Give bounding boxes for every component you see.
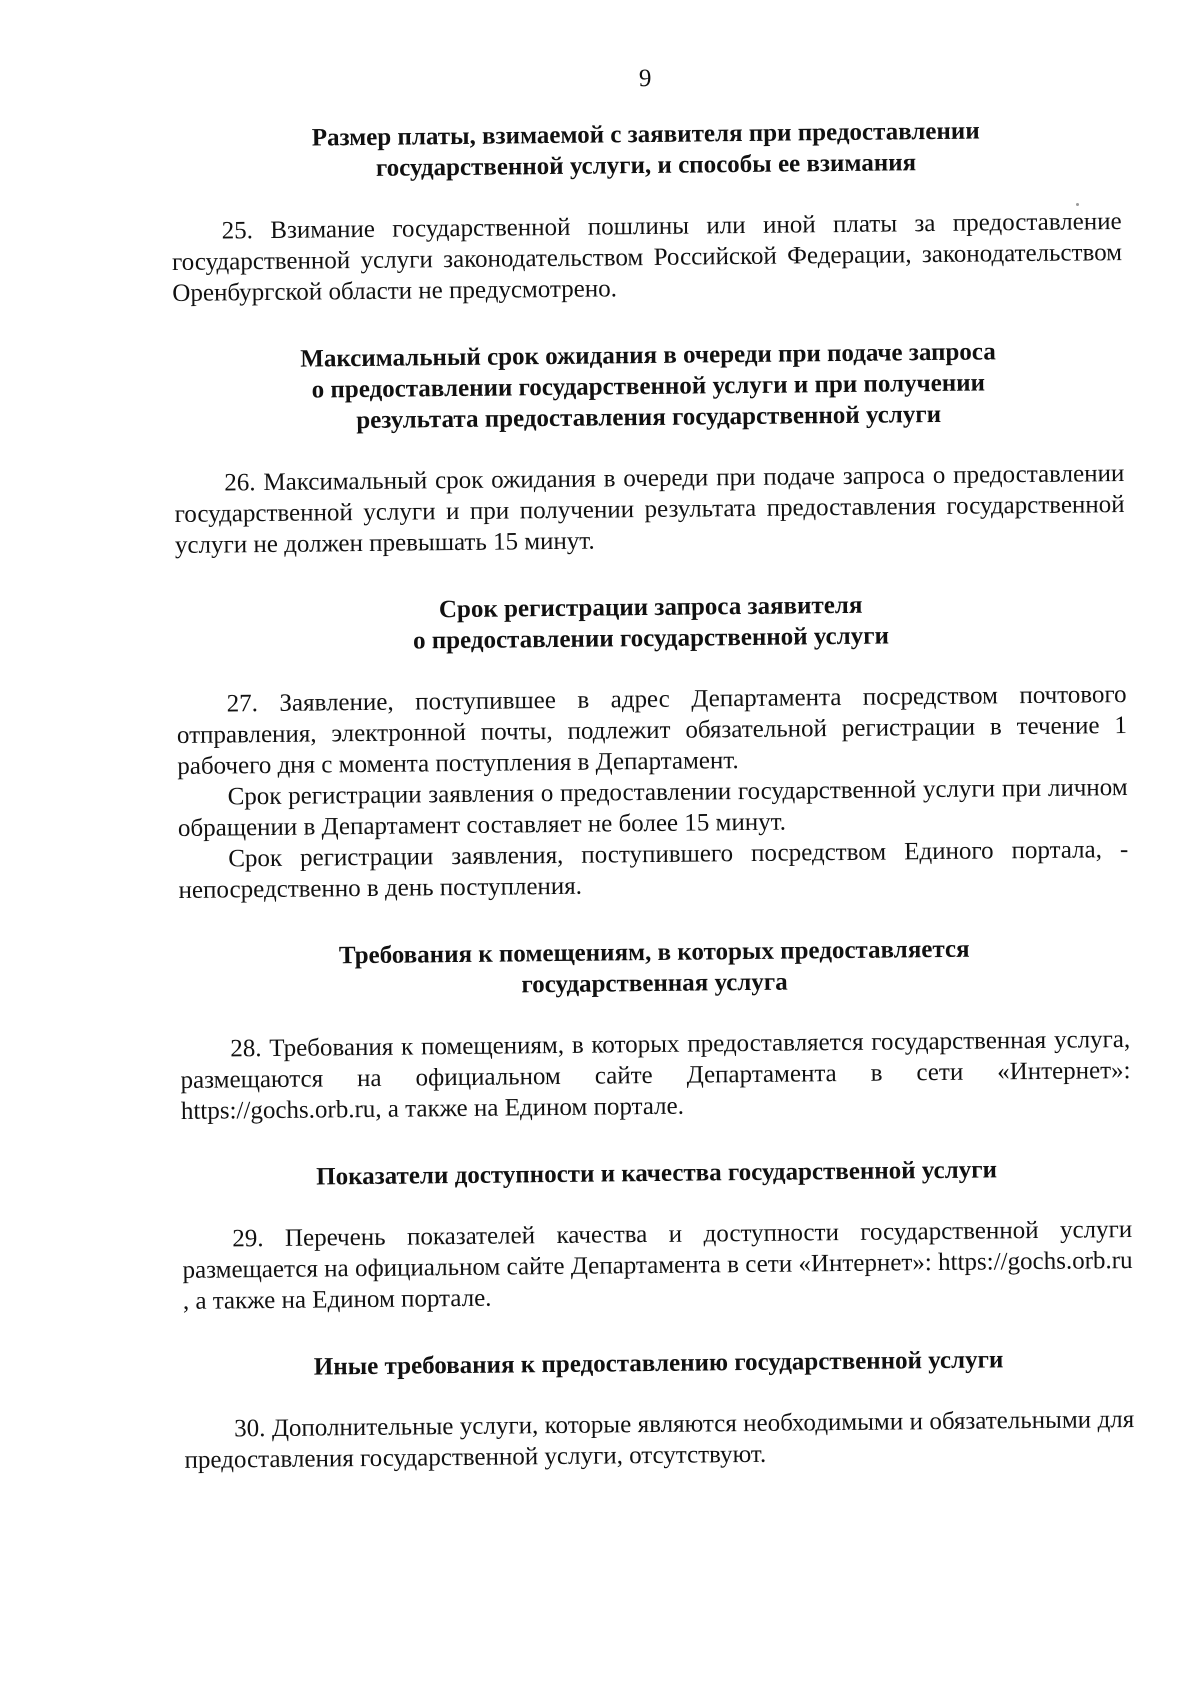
heading-line: государственной услуги, и способы ее взимания bbox=[375, 149, 917, 182]
scan-speck bbox=[1076, 203, 1079, 206]
paragraph: 25. Взимание государственной пошлины или иной платы за предоставление государственной услуги законодательством Российской Федерации, законодательством Оренбургской области не предусмотрено. bbox=[171, 208, 1123, 307]
page-number: 9 bbox=[638, 64, 652, 93]
section-registration bbox=[176, 587, 1129, 906]
paragraph: 27. Заявление, поступившее в адрес Департамента посредством почтового отправления, электронной почты, подлежит обязательной регистрации в течение 1 рабочего дня с момента поступления в Департамент. bbox=[176, 681, 1128, 780]
section-queue-time bbox=[173, 335, 1125, 561]
heading-line: Максимальный срок ожидания в очереди при подаче запроса bbox=[300, 338, 996, 373]
paragraph: 29. Перечень показателей качества и доступности государственной услуги размещается на официальном сайте Департамента в сети «Интернет»: https://gochs.orb.ru , а также на Едином портале. bbox=[182, 1215, 1133, 1315]
heading-line: государственная услуга bbox=[521, 968, 788, 999]
section-other-requirements bbox=[183, 1343, 1134, 1476]
section-heading bbox=[176, 587, 1127, 659]
heading-line: о предоставлении государственной услуги bbox=[412, 622, 890, 655]
section-premises bbox=[179, 932, 1131, 1127]
paragraph: Срок регистрации заявления, поступившего посредством Единого портала, - непосредственно в день поступления. bbox=[178, 836, 1129, 904]
section-heading bbox=[179, 932, 1130, 1004]
document-page bbox=[170, 60, 1135, 1476]
heading-line: результата предоставления государственной услуги bbox=[356, 400, 942, 435]
paragraph: Срок регистрации заявления о предоставлении государственной услуги при личном обращении в Департамент составляет не более 15 минут. bbox=[177, 774, 1128, 842]
heading-line: Показатели доступности и качества государственной услуги bbox=[316, 1156, 998, 1191]
paragraph: 28. Требования к помещениям, в которых предоставляется государственная услуга, размещаются на официальном сайте Департамента в сети «Интернет»: https://gochs.orb.ru, а также на Едином портале. bbox=[180, 1025, 1131, 1125]
heading-line: Срок регистрации запроса заявителя bbox=[438, 591, 863, 624]
section-fee bbox=[171, 114, 1123, 309]
paragraph: 30. Дополнительные услуги, которые являются необходимыми и обязательными для предоставления государственной услуги, отсутствуют. bbox=[184, 1405, 1135, 1474]
paragraph: 26. Максимальный срок ожидания в очереди при подаче запроса о предоставлении государственной услуги и при получении результата предоставления государственной услуги не должен превышать 15 минут. bbox=[174, 460, 1125, 559]
heading-line: Размер платы, взимаемой с заявителя при предоставлении bbox=[311, 117, 980, 152]
section-heading bbox=[171, 114, 1122, 186]
section-heading bbox=[173, 335, 1124, 438]
heading-line: о предоставлении государственной услуги и при получении bbox=[311, 369, 986, 404]
heading-line: Требования к помещениям, в которых предоставляется bbox=[338, 935, 970, 970]
section-quality-indicators bbox=[181, 1153, 1133, 1317]
heading-line: Иные требования к предоставлению государственной услуги bbox=[313, 1346, 1004, 1381]
